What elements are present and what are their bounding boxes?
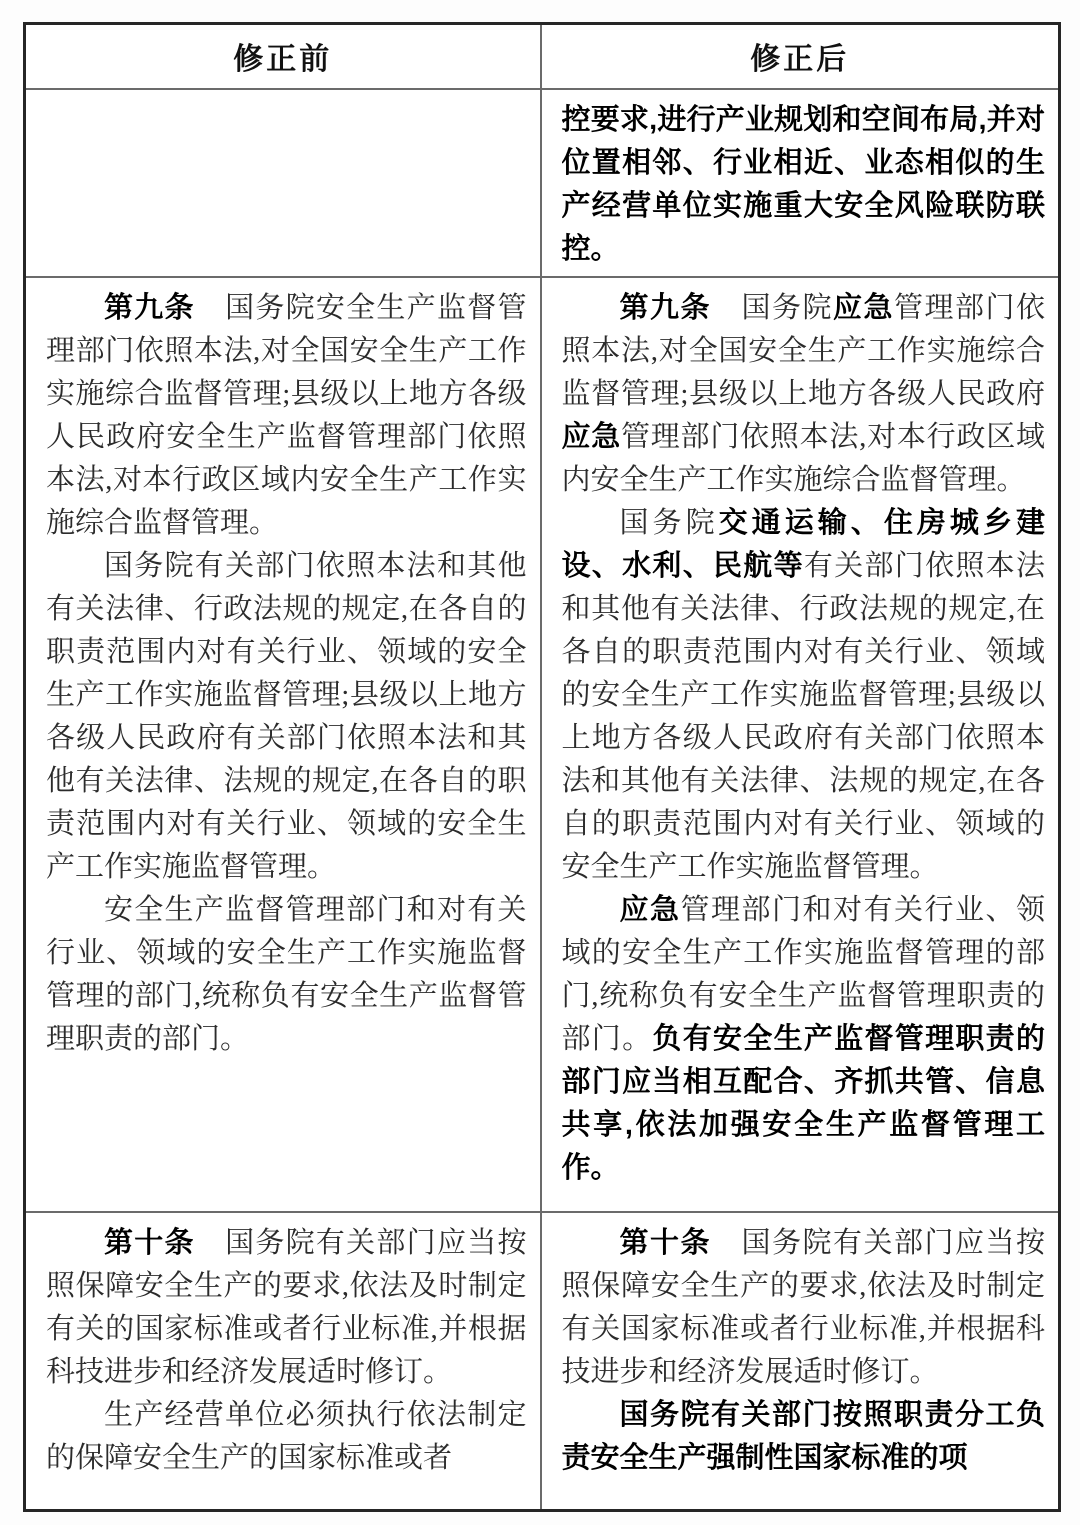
comparison-table bbox=[23, 22, 1061, 1512]
bold-text-run: 应急 bbox=[619, 893, 681, 926]
cell-content bbox=[562, 99, 1046, 276]
cell-content bbox=[46, 287, 527, 1211]
paragraph bbox=[562, 502, 1046, 889]
bold-text-run: 应急 bbox=[832, 291, 894, 324]
bold-text-run: 负有安全生产监督管理职责的部门应当相互配合、齐抓共管、信息共享,依法加强安全生产监督管理工作。 bbox=[561, 1022, 1045, 1184]
cell-content bbox=[562, 1222, 1046, 1509]
bold-text-run: 第九条 bbox=[619, 291, 711, 324]
column-header-before bbox=[25, 24, 541, 89]
text-run: 安全生产监督管理部门和对有关行业、领域的安全生产工作实施监督管理的部门,统称负有安全生产监督管理职责的部门。 bbox=[46, 893, 527, 1055]
table-body bbox=[25, 89, 1060, 1511]
bold-text-run: 控要求,进行产业规划和空间布局,并对位置相邻、行业相近、业态相似的生产经营单位实施重大安全风险联防联控。 bbox=[561, 103, 1045, 265]
paragraph bbox=[562, 1394, 1046, 1480]
continuation-row-after-cell bbox=[541, 89, 1060, 277]
paragraph bbox=[46, 889, 527, 1061]
column-header-after bbox=[541, 24, 1060, 89]
text-run: 国务院有关部门应当按照保障安全生产的要求,依法及时制定有关的国家标准或者行业标准,并根据科技进步和经济发展适时修订。 bbox=[46, 1226, 527, 1388]
bold-text-run: 第九条 bbox=[104, 291, 195, 324]
bold-text-run: 国务院有关部门按照职责分工负责安全生产强制性国家标准的项 bbox=[561, 1398, 1045, 1474]
text-run: 管理部门和对有关行业、领域的安全生产工作实施监督管理的部门,统称负有安全生产监督管理职责的部门。 bbox=[561, 893, 1045, 1055]
text-run: 有关部门依照本法和其他有关法律、行政法规的规定,在各自的职责范围内对有关行业、领域的安全生产工作实施监督管理;县级以上地方各级人民政府有关部门依照本法和其他有关法律、法规的规定,在各自的职责范围内对有关行业、领域的安全生产工作实施监督管理。 bbox=[561, 549, 1045, 883]
paragraph bbox=[562, 287, 1046, 502]
text-run: 国务院有关部门应当按照保障安全生产的要求,依法及时制定有关国家标准或者行业标准,并根据科技进步和经济发展适时修订。 bbox=[561, 1226, 1045, 1388]
article-9-row bbox=[25, 277, 1060, 1212]
bold-text-run: 第十条 bbox=[104, 1226, 195, 1259]
column-header-before-label: 修正前 bbox=[233, 43, 333, 77]
paragraph bbox=[562, 889, 1046, 1190]
text-run: 管理部门依照本法,对本行政区域内安全生产工作实施综合监督管理。 bbox=[561, 420, 1045, 496]
cell-content bbox=[562, 287, 1046, 1211]
cell-content bbox=[46, 99, 527, 276]
text-run: 国务院有关部门依照本法和其他有关法律、行政法规的规定,在各自的职责范围内对有关行业、领域的安全生产工作实施监督管理;县级以上地方各级人民政府有关部门依照本法和其他有关法律、法规的规定,在各自的职责范围内对有关行业、领域的安全生产工作实施监督管理。 bbox=[46, 549, 527, 883]
paragraph bbox=[46, 545, 527, 889]
continuation-row-before-cell bbox=[25, 89, 541, 277]
text-run: 国务院 bbox=[711, 291, 833, 324]
text-run: 管理部门依照本法,对全国安全生产工作实施综合监督管理;县级以上地方各级人民政府 bbox=[561, 291, 1045, 410]
paragraph bbox=[46, 1222, 527, 1394]
table-header-row bbox=[25, 24, 1060, 89]
column-header-after-label: 修正后 bbox=[750, 43, 850, 77]
paragraph bbox=[562, 1222, 1046, 1394]
bold-text-run: 应急 bbox=[561, 420, 622, 453]
bold-text-run: 交通运输、住房城乡建设、水利、民航等 bbox=[561, 506, 1045, 582]
article-9-row-before-cell bbox=[25, 277, 541, 1212]
continuation-row bbox=[25, 89, 1060, 277]
cell-content bbox=[46, 1222, 527, 1509]
text-run: 生产经营单位必须执行依法制定的保障安全生产的国家标准或者 bbox=[46, 1398, 527, 1474]
article-10-row-after-cell bbox=[541, 1212, 1060, 1511]
paragraph bbox=[46, 287, 527, 545]
paragraph bbox=[562, 99, 1046, 271]
text-run: 国务院安全生产监督管理部门依照本法,对全国安全生产工作实施综合监督管理;县级以上地方各级人民政府安全生产监督管理部门依照本法,对本行政区域内安全生产工作实施综合监督管理。 bbox=[46, 291, 527, 539]
text-run: 国务院 bbox=[619, 506, 719, 539]
paragraph bbox=[46, 1394, 527, 1480]
bold-text-run: 第十条 bbox=[619, 1226, 711, 1259]
article-10-row-before-cell bbox=[25, 1212, 541, 1511]
article-9-row-after-cell bbox=[541, 277, 1060, 1212]
article-10-row bbox=[25, 1212, 1060, 1511]
